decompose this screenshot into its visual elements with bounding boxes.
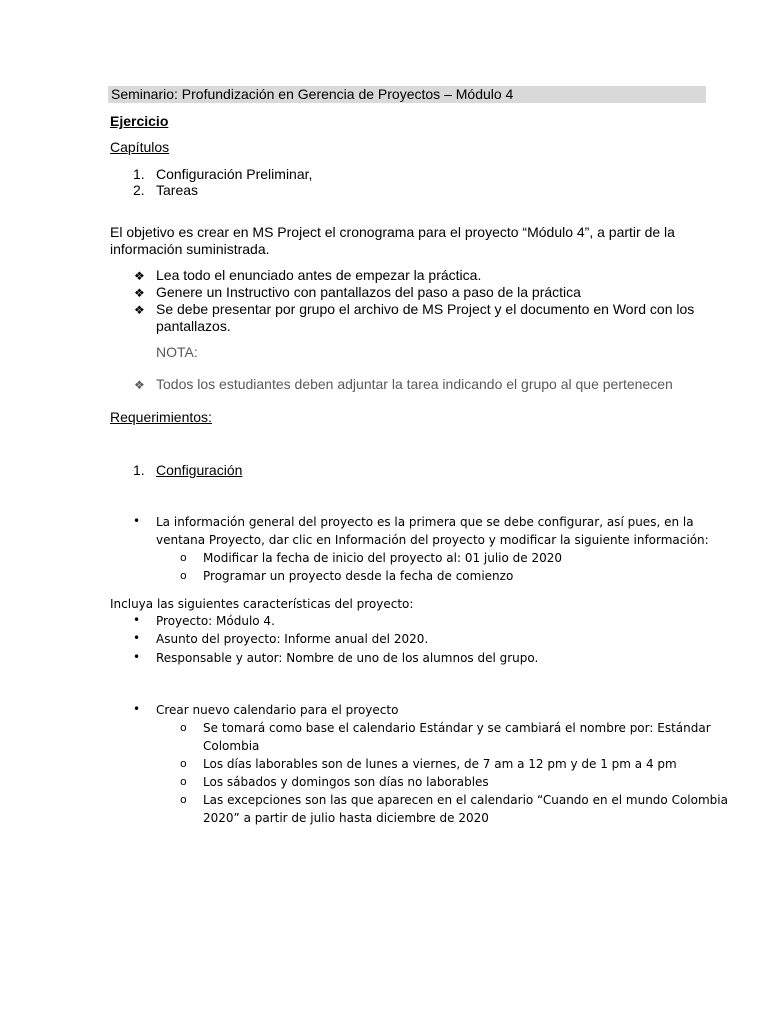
bullet-icon: • xyxy=(133,613,141,627)
instruction-item-continued: pantallazos. xyxy=(156,318,231,334)
chapter-number: 2. xyxy=(133,182,145,198)
calendar-title: Crear nuevo calendario para el proyecto xyxy=(156,703,399,717)
feature-item: Proyecto: Módulo 4. xyxy=(156,614,275,628)
config-subitem: Programar un proyecto desde la fecha de comienzo xyxy=(203,569,514,583)
objective-line: información suministrada. xyxy=(110,241,270,257)
calendar-subitem-continued: Colombia xyxy=(203,739,260,753)
requirement-number: 1. xyxy=(133,462,145,478)
chapters-label: Capítulos xyxy=(110,139,170,155)
bullet-icon: • xyxy=(133,631,141,645)
instruction-item: Lea todo el enunciado antes de empezar la práctica. xyxy=(156,267,482,283)
circle-bullet-icon: o xyxy=(180,721,187,734)
chapter-item: Configuración Preliminar, xyxy=(156,166,313,182)
bullet-icon: • xyxy=(133,514,141,528)
chapter-item: Tareas xyxy=(156,182,199,198)
diamond-bullet-icon: ❖ xyxy=(134,303,145,317)
calendar-subitem: Se tomará como base el calendario Estándar y se cambiará el nombre por: Estándar xyxy=(203,721,711,735)
note-text: Todos los estudiantes deben adjuntar la tarea indicando el grupo al que pertenecen xyxy=(156,376,673,392)
requirement-title: Configuración xyxy=(156,462,243,478)
header-bar xyxy=(108,86,706,103)
document-title: Seminario: Profundización en Gerencia de Proyectos – Módulo 4 xyxy=(111,86,514,102)
config-subitem: Modificar la fecha de inicio del proyecto al: 01 julio de 2020 xyxy=(203,551,563,565)
instruction-item: Se debe presentar por grupo el archivo de MS Project y el documento en Word con los xyxy=(156,301,695,317)
feature-item: Asunto del proyecto: Informe anual del 2020. xyxy=(156,632,429,646)
calendar-subitem-continued: 2020” a partir de julio hasta diciembre de 2020 xyxy=(203,811,489,825)
features-intro: Incluya las siguientes características del proyecto: xyxy=(110,597,414,611)
circle-bullet-icon: o xyxy=(180,757,187,770)
calendar-subitem: Los días laborables son de lunes a viernes, de 7 am a 12 pm y de 1 pm a 4 pm xyxy=(203,757,677,771)
diamond-bullet-icon: ❖ xyxy=(134,286,145,300)
diamond-bullet-icon: ❖ xyxy=(134,269,145,283)
circle-bullet-icon: o xyxy=(180,551,187,564)
requirements-heading: Requerimientos: xyxy=(110,409,212,425)
instruction-item: Genere un Instructivo con pantallazos del paso a paso de la práctica xyxy=(156,284,581,300)
circle-bullet-icon: o xyxy=(180,775,187,788)
bullet-icon: • xyxy=(133,702,141,716)
config-text-line: ventana Proyecto, dar clic en Información del proyecto y modificar la siguiente información: xyxy=(156,533,709,547)
feature-item: Responsable y autor: Nombre de uno de los alumnos del grupo. xyxy=(156,651,539,665)
objective-line: El objetivo es crear en MS Project el cronograma para el proyecto “Módulo 4”, a partir de la xyxy=(110,224,675,240)
calendar-subitem: Las excepciones son las que aparecen en el calendario “Cuando en el mundo Colombia xyxy=(203,793,728,807)
bullet-icon: • xyxy=(133,650,141,664)
diamond-bullet-icon: ❖ xyxy=(134,378,145,392)
circle-bullet-icon: o xyxy=(180,793,187,806)
calendar-subitem: Los sábados y domingos son días no laborables xyxy=(203,775,489,789)
config-text-line: La información general del proyecto es la primera que se debe configurar, así pues, en la xyxy=(156,515,694,529)
exercise-heading: Ejercicio xyxy=(110,113,169,129)
chapter-number: 1. xyxy=(133,166,145,182)
note-label: NOTA: xyxy=(156,344,198,360)
circle-bullet-icon: o xyxy=(180,569,187,582)
